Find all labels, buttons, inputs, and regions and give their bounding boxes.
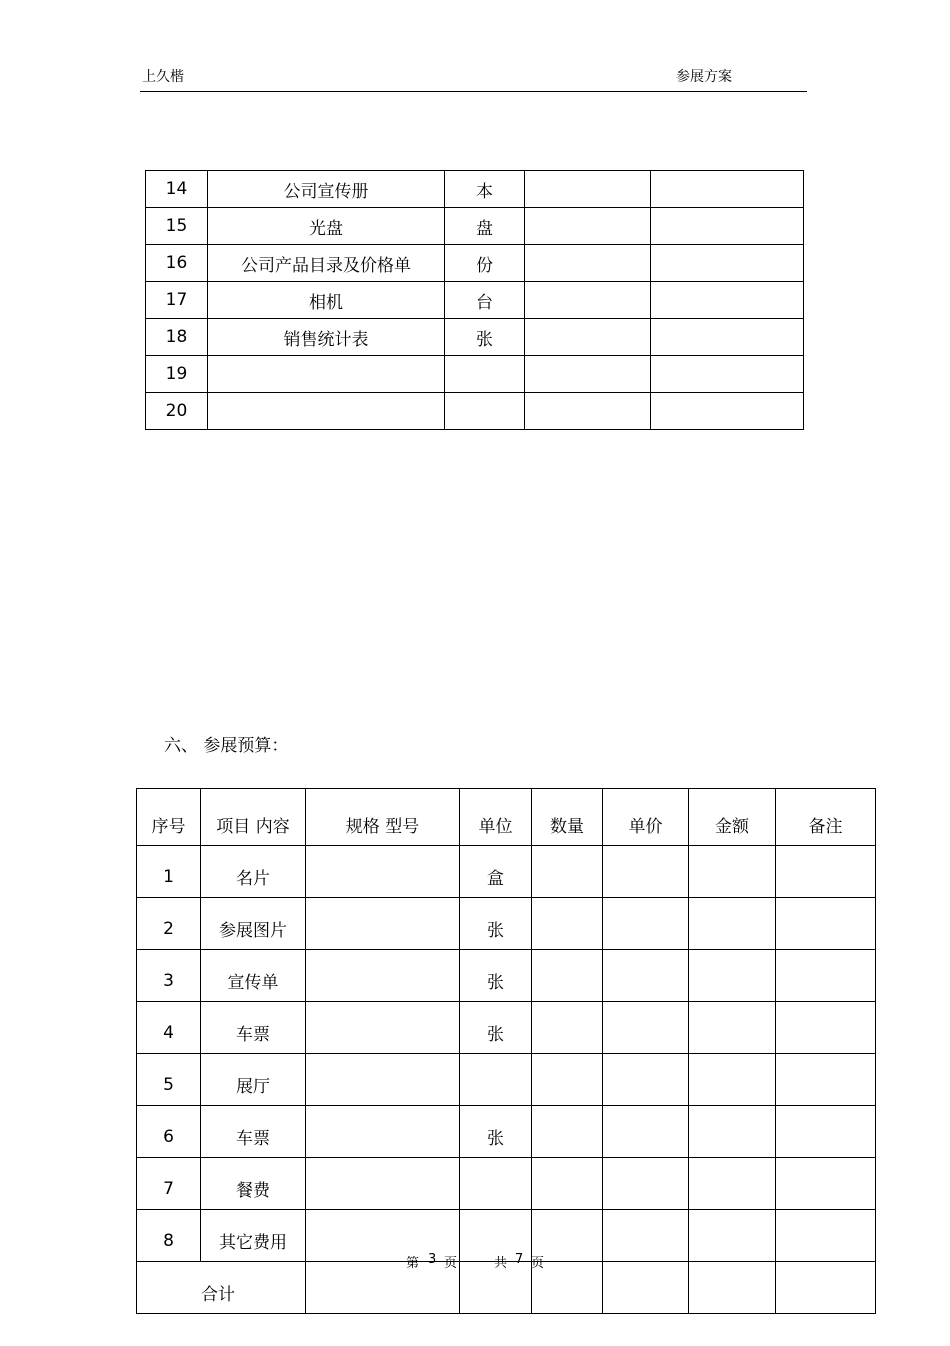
- items-cell-no: 14: [146, 171, 208, 208]
- items-cell-c5: [651, 319, 804, 356]
- budget-total-cell: [603, 1262, 689, 1314]
- budget-cell-amount: [689, 846, 776, 898]
- table-row: [146, 319, 804, 356]
- budget-cell-price: [603, 1002, 689, 1054]
- budget-cell-price: [603, 1210, 689, 1262]
- items-cell-name: 相机: [208, 282, 445, 319]
- table-row: [146, 393, 804, 430]
- budget-cell-item: 宣传单: [201, 950, 306, 1002]
- footer-page-suffix: 页: [444, 1256, 458, 1271]
- items-cell-c5: [651, 245, 804, 282]
- budget-cell-unit: [460, 1054, 532, 1106]
- table-row: [137, 846, 876, 898]
- budget-cell-spec: [306, 1054, 460, 1106]
- items-cell-no: 19: [146, 356, 208, 393]
- table-row: [146, 171, 804, 208]
- footer-total-number: 7: [515, 1252, 524, 1267]
- budget-cell-amount: [689, 1158, 776, 1210]
- header-divider: [140, 91, 807, 92]
- items-cell-c5: [651, 282, 804, 319]
- budget-total-label: 合计: [137, 1262, 306, 1314]
- budget-cell-unit: 张: [460, 1002, 532, 1054]
- budget-column-header: 项目 内容: [201, 789, 306, 846]
- budget-table: [136, 788, 876, 1314]
- budget-cell-no: 1: [137, 846, 201, 898]
- budget-cell-price: [603, 1106, 689, 1158]
- budget-cell-qty: [532, 898, 603, 950]
- budget-cell-no: 7: [137, 1158, 201, 1210]
- budget-cell-item: 车票: [201, 1106, 306, 1158]
- items-cell-c5: [651, 208, 804, 245]
- items-cell-c4: [525, 282, 651, 319]
- items-cell-no: 20: [146, 393, 208, 430]
- budget-column-header: 规格 型号: [306, 789, 460, 846]
- budget-cell-no: 6: [137, 1106, 201, 1158]
- items-cell-unit: 份: [445, 245, 525, 282]
- budget-cell-item: 名片: [201, 846, 306, 898]
- budget-cell-qty: [532, 1054, 603, 1106]
- budget-cell-no: 2: [137, 898, 201, 950]
- budget-cell-amount: [689, 1002, 776, 1054]
- budget-cell-amount: [689, 898, 776, 950]
- budget-cell-spec: [306, 1210, 460, 1262]
- budget-cell-note: [776, 1054, 876, 1106]
- table-row: [146, 356, 804, 393]
- items-cell-name: 销售统计表: [208, 319, 445, 356]
- budget-cell-item: 车票: [201, 1002, 306, 1054]
- budget-cell-qty: [532, 1106, 603, 1158]
- budget-cell-spec: [306, 1158, 460, 1210]
- budget-cell-item: 餐费: [201, 1158, 306, 1210]
- budget-cell-qty: [532, 950, 603, 1002]
- header-company: 上久楷: [142, 69, 184, 85]
- items-cell-name: [208, 356, 445, 393]
- budget-cell-note: [776, 950, 876, 1002]
- budget-cell-amount: [689, 1054, 776, 1106]
- items-cell-name: 公司宣传册: [208, 171, 445, 208]
- items-cell-name: 光盘: [208, 208, 445, 245]
- budget-cell-spec: [306, 1002, 460, 1054]
- budget-cell-unit: [460, 1158, 532, 1210]
- budget-cell-note: [776, 1002, 876, 1054]
- table-row: [137, 950, 876, 1002]
- budget-cell-price: [603, 950, 689, 1002]
- items-cell-unit: 盘: [445, 208, 525, 245]
- budget-cell-amount: [689, 950, 776, 1002]
- budget-cell-price: [603, 1158, 689, 1210]
- budget-cell-note: [776, 1210, 876, 1262]
- items-cell-c4: [525, 208, 651, 245]
- budget-column-header: 金额: [689, 789, 776, 846]
- table-row: [146, 245, 804, 282]
- header-doc-title: 参展方案: [676, 69, 732, 85]
- items-cell-c4: [525, 171, 651, 208]
- budget-cell-unit: 张: [460, 1106, 532, 1158]
- budget-cell-no: 8: [137, 1210, 201, 1262]
- budget-cell-qty: [532, 1002, 603, 1054]
- budget-total-cell: [306, 1262, 460, 1314]
- items-cell-c4: [525, 245, 651, 282]
- budget-cell-no: 3: [137, 950, 201, 1002]
- items-cell-name: [208, 393, 445, 430]
- table-row: [137, 1054, 876, 1106]
- budget-cell-spec: [306, 846, 460, 898]
- items-cell-c5: [651, 393, 804, 430]
- items-cell-no: 15: [146, 208, 208, 245]
- budget-column-header: 数量: [532, 789, 603, 846]
- items-cell-c4: [525, 319, 651, 356]
- budget-cell-price: [603, 898, 689, 950]
- budget-cell-note: [776, 846, 876, 898]
- budget-cell-no: 4: [137, 1002, 201, 1054]
- items-cell-unit: 本: [445, 171, 525, 208]
- budget-cell-item: 参展图片: [201, 898, 306, 950]
- budget-cell-unit: 盒: [460, 846, 532, 898]
- table-row: [146, 282, 804, 319]
- budget-cell-spec: [306, 950, 460, 1002]
- budget-cell-note: [776, 1158, 876, 1210]
- budget-cell-note: [776, 1106, 876, 1158]
- budget-cell-item: 展厅: [201, 1054, 306, 1106]
- footer-page-prefix: 第: [406, 1256, 420, 1271]
- items-cell-no: 18: [146, 319, 208, 356]
- budget-total-cell: [776, 1262, 876, 1314]
- table-row: [137, 898, 876, 950]
- items-cell-unit: 台: [445, 282, 525, 319]
- budget-cell-amount: [689, 1106, 776, 1158]
- budget-cell-qty: [532, 1158, 603, 1210]
- budget-cell-unit: 张: [460, 898, 532, 950]
- footer-total-prefix: 共: [494, 1256, 508, 1271]
- budget-cell-spec: [306, 898, 460, 950]
- budget-cell-note: [776, 898, 876, 950]
- items-cell-c4: [525, 393, 651, 430]
- budget-cell-qty: [532, 846, 603, 898]
- items-cell-unit: 张: [445, 319, 525, 356]
- budget-total-cell: [689, 1262, 776, 1314]
- table-row: [137, 1002, 876, 1054]
- items-cell-c5: [651, 171, 804, 208]
- budget-cell-unit: 张: [460, 950, 532, 1002]
- footer-page-number: 3: [428, 1252, 437, 1267]
- items-cell-c5: [651, 356, 804, 393]
- budget-header-row: [137, 789, 876, 846]
- items-cell-c4: [525, 356, 651, 393]
- items-cell-unit: [445, 356, 525, 393]
- budget-cell-price: [603, 1054, 689, 1106]
- items-cell-no: 17: [146, 282, 208, 319]
- table-row: [146, 208, 804, 245]
- budget-cell-no: 5: [137, 1054, 201, 1106]
- items-cell-unit: [445, 393, 525, 430]
- table-row: [137, 1158, 876, 1210]
- items-table: [145, 170, 804, 430]
- budget-cell-amount: [689, 1210, 776, 1262]
- budget-column-header: 序号: [137, 789, 201, 846]
- footer-total-suffix: 页: [531, 1256, 545, 1271]
- table-row: [137, 1106, 876, 1158]
- budget-column-header: 单位: [460, 789, 532, 846]
- budget-cell-item: 其它费用: [201, 1210, 306, 1262]
- budget-cell-spec: [306, 1106, 460, 1158]
- budget-column-header: 单价: [603, 789, 689, 846]
- budget-column-header: 备注: [776, 789, 876, 846]
- items-cell-no: 16: [146, 245, 208, 282]
- section-heading-budget: 六、 参展预算：: [164, 736, 289, 756]
- items-cell-name: 公司产品目录及价格单: [208, 245, 445, 282]
- budget-cell-price: [603, 846, 689, 898]
